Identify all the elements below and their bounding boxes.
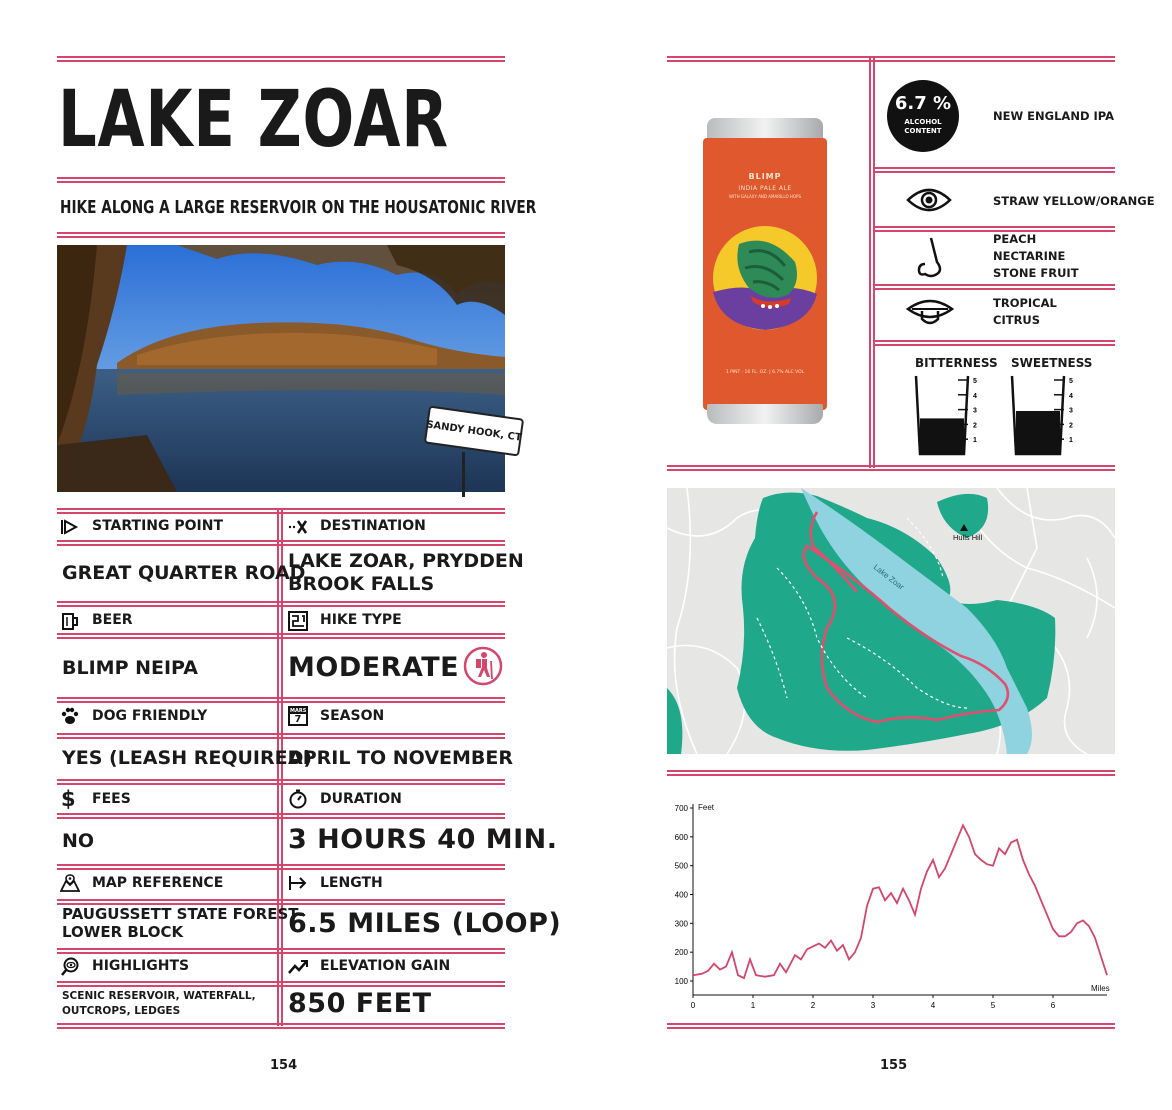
- grid-rule: [57, 601, 505, 607]
- highlights-value-line2: OUTCROPS, LEDGES: [62, 1005, 181, 1017]
- x-tick-label: 1: [750, 1001, 756, 1010]
- scale-tick-label: 2: [1069, 422, 1073, 430]
- elevation-chart: [667, 790, 1115, 1015]
- scale-tick-label: 2: [973, 422, 977, 430]
- length-value: 6.5 MILES (LOOP): [288, 908, 562, 939]
- eye-icon: [906, 186, 952, 214]
- magnifier-eye-icon: [60, 957, 80, 977]
- bitterness-glass: [912, 372, 992, 458]
- grid-rule: [57, 508, 505, 514]
- sweetness-glass: [1008, 372, 1088, 458]
- scale-tick-label: 3: [973, 407, 977, 415]
- grid-rule: [57, 733, 505, 739]
- right-divider: [869, 56, 875, 468]
- beer-style: NEW ENGLAND IPA: [993, 109, 1115, 123]
- highlights-label: HIGHLIGHTS: [92, 958, 190, 974]
- grid-rule: [57, 633, 505, 639]
- hike-type-label: HIKE TYPE: [320, 612, 402, 628]
- can-hops: WITH GALAXY AND AMARILLO HOPS: [728, 194, 801, 199]
- x-tick-label: 2: [810, 1001, 816, 1010]
- aroma-2: NECTARINE: [993, 249, 1066, 263]
- elevation-trend-icon: [288, 957, 308, 977]
- mouth-icon: [906, 297, 954, 327]
- duration-label: DURATION: [320, 791, 402, 807]
- can-style: INDIA PALE ALE: [738, 185, 792, 192]
- map-reference-value-line1: PAUGUSSETT STATE FOREST–: [62, 905, 306, 923]
- x-tick-label: 0: [690, 1001, 696, 1010]
- grid-rule: [57, 864, 505, 870]
- destination-value-line2: BROOK FALLS: [288, 573, 435, 595]
- can-name: BLIMP: [748, 172, 782, 181]
- sweetness-label: SWEETNESS: [1011, 356, 1093, 370]
- y-tick-label: 100: [674, 977, 688, 986]
- map-hill-label: Hulls Hill: [953, 533, 983, 542]
- fees-label: FEES: [92, 791, 131, 807]
- calendar-day: 7: [294, 714, 302, 725]
- sweetness-fill: [1016, 411, 1060, 454]
- x-tick-label: 3: [870, 1001, 876, 1010]
- page-number-left: 154: [270, 1058, 298, 1073]
- scale-tick-label: 4: [973, 392, 977, 400]
- grid-rule: [57, 948, 505, 954]
- beer-mug-icon: [60, 611, 80, 631]
- abv-badge: [887, 80, 959, 152]
- lake-photo: [57, 245, 505, 492]
- nose-icon: [915, 236, 945, 280]
- grid-rule: [57, 697, 505, 703]
- trail-map: [667, 488, 1115, 754]
- elevation-series-line: [693, 825, 1107, 978]
- flavor-rule: [875, 167, 1115, 173]
- map-lake-label: Lake Zoar: [871, 562, 906, 592]
- can-base: [707, 404, 823, 424]
- length-arrow-icon: [288, 873, 308, 893]
- hike-type-icon: [288, 611, 308, 631]
- grid-rule: [57, 779, 505, 785]
- starting-point-label: STARTING POINT: [92, 518, 224, 534]
- destination-label: DESTINATION: [320, 518, 426, 534]
- x-tick-label: 4: [930, 1001, 936, 1010]
- location-sign-text: SANDY HOOK, CT: [425, 418, 523, 444]
- can-footer: 1 PINT · 16 FL. OZ. | 6.7% ALC VOL: [725, 370, 805, 375]
- calendar-month: MARS: [290, 708, 307, 714]
- scale-tick-label: 1: [973, 437, 977, 445]
- x-tick-label: 6: [1050, 1001, 1056, 1010]
- y-tick-label: 200: [674, 948, 688, 958]
- paw-print-icon: [60, 706, 80, 726]
- subtitle-rule: [57, 232, 505, 238]
- sign-post: [462, 452, 465, 497]
- top-rule-right: [667, 56, 1115, 62]
- abv-label-line2: CONTENT: [904, 127, 942, 135]
- map-pin-icon: [60, 873, 80, 893]
- hike-type-value: MODERATE: [288, 652, 460, 683]
- scale-tick-label: 1: [1069, 437, 1073, 445]
- map-reference-value-line2: LOWER BLOCK: [62, 923, 184, 941]
- y-axis-label: Feet: [698, 803, 715, 812]
- dog-friendly-value: YES (LEASH REQUIRED): [62, 747, 313, 769]
- aroma-3: STONE FRUIT: [993, 266, 1079, 280]
- abv-value: 6.7 %: [894, 93, 952, 114]
- elevation-gain-label: ELEVATION GAIN: [320, 958, 451, 974]
- season-value: APRIL TO NOVEMBER: [288, 747, 514, 769]
- y-tick-label: 400: [674, 890, 688, 900]
- chart-bottom-rule: [667, 1023, 1115, 1029]
- chart-top-rule: [667, 770, 1115, 776]
- bitterness-label: BITTERNESS: [915, 356, 998, 370]
- map-reference-label: MAP REFERENCE: [92, 875, 224, 891]
- length-label: LENGTH: [320, 875, 383, 891]
- beer-section-bottom-rule: [667, 465, 1115, 471]
- flavor-rule: [875, 284, 1115, 290]
- scale-tick-label: 3: [1069, 407, 1073, 415]
- abv-label-line1: ALCOHOL: [904, 118, 942, 126]
- bitterness-fill: [920, 418, 964, 454]
- grid-rule: [57, 813, 505, 819]
- beer-value: BLIMP NEIPA: [62, 657, 198, 679]
- grid-rule: [57, 1023, 505, 1029]
- elevation-gain-value: 850 FEET: [288, 988, 432, 1019]
- x-axis-label: Miles: [1091, 984, 1110, 993]
- beer-label: BEER: [92, 612, 133, 628]
- y-tick-label: 300: [674, 919, 688, 929]
- taste-1: TROPICAL: [993, 296, 1057, 310]
- page-subtitle: HIKE ALONG A LARGE RESERVOIR ON THE HOUSATONIC RIVER: [60, 197, 537, 218]
- start-arrow-icon: [60, 517, 80, 537]
- x-tick-label: 5: [990, 1001, 996, 1010]
- grid-rule: [57, 981, 505, 987]
- flavor-rule: [875, 340, 1115, 346]
- beer-can: [703, 118, 827, 424]
- taste-2: CITRUS: [993, 313, 1041, 327]
- y-tick-label: 500: [674, 861, 688, 871]
- grid-rule: [57, 540, 505, 546]
- appearance-value: STRAW YELLOW/ORANGE: [993, 194, 1155, 208]
- page-number-right: 155: [880, 1058, 908, 1073]
- hiker-icon: [463, 646, 503, 686]
- title-rule: [57, 177, 505, 183]
- destination-x-icon: [288, 517, 308, 537]
- scale-tick-label: 5: [1069, 378, 1073, 385]
- y-tick-label: 600: [674, 832, 688, 842]
- calendar-icon: [288, 706, 308, 726]
- aroma-1: PEACH: [993, 232, 1037, 246]
- dollar-icon: $: [61, 787, 76, 811]
- highlights-value-line1: SCENIC RESERVOIR, WATERFALL,: [62, 990, 256, 1002]
- can-artwork: [709, 222, 821, 334]
- y-tick-label: 700: [674, 804, 688, 813]
- season-label: SEASON: [320, 708, 385, 724]
- page-title: LAKE ZOAR: [58, 75, 449, 165]
- scale-tick-label: 4: [1069, 392, 1073, 400]
- destination-value-line1: LAKE ZOAR, PRYDDEN: [288, 550, 524, 572]
- starting-point-value: GREAT QUARTER ROAD: [62, 562, 306, 584]
- duration-value: 3 HOURS 40 MIN.: [288, 824, 558, 855]
- fees-value: NO: [62, 830, 95, 852]
- stopwatch-icon: [288, 789, 308, 809]
- top-rule-left: [57, 56, 505, 62]
- dog-friendly-label: DOG FRIENDLY: [92, 708, 208, 724]
- scale-tick-label: 5: [973, 378, 977, 385]
